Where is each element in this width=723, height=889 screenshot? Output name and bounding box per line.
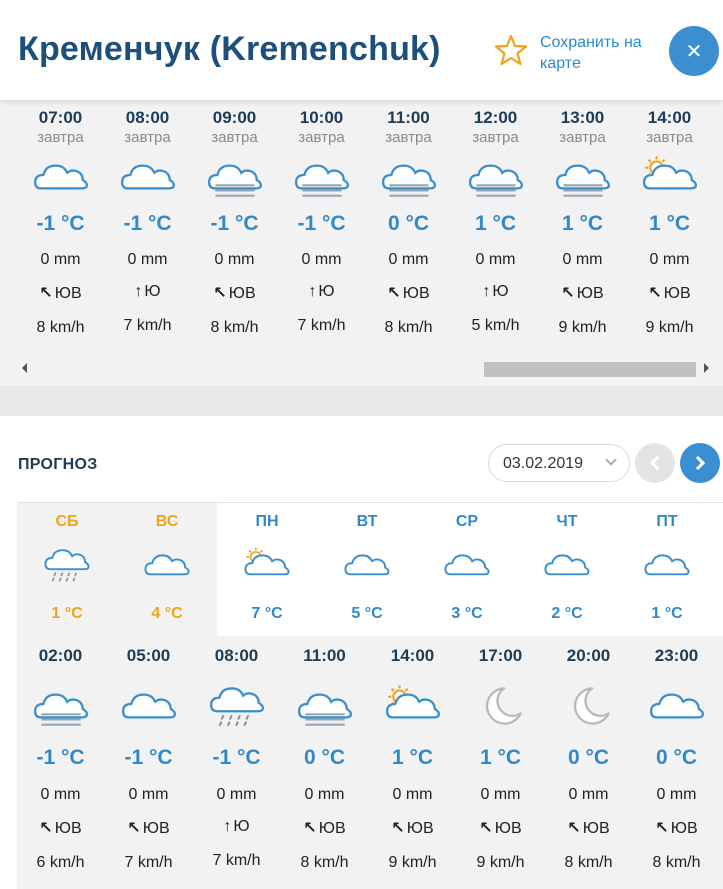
hour-icon-wrap: [539, 152, 626, 200]
hour-wind-dir: ↖ ЮВ: [567, 820, 610, 837]
rain-icon: [42, 545, 92, 583]
moon-icon: [559, 682, 619, 728]
day-name: ЧТ: [556, 513, 578, 530]
day-tabs: [17, 502, 723, 636]
hour-wind-speed: 9 km/h: [645, 319, 694, 336]
hour-precip: 0 mm: [649, 251, 690, 268]
hour-column: [365, 108, 452, 337]
forecast-hour-column: [105, 646, 192, 872]
hour-icon-wrap: [457, 680, 544, 730]
hour-wind-dir: ↖ ЮВ: [39, 285, 82, 302]
close-icon: ✕: [685, 40, 703, 63]
forecast-hour-column: [457, 646, 544, 872]
hour-time: 08:00: [125, 108, 170, 127]
hour-icon-wrap: [633, 680, 720, 730]
hour-wind-speed: 7 km/h: [212, 852, 261, 869]
hour-temp: 1 °C: [648, 212, 691, 235]
next-day-button[interactable]: [680, 443, 720, 483]
hour-time: 12:00: [473, 108, 518, 127]
hour-day: завтра: [472, 129, 519, 146]
hour-precip: 0 mm: [388, 251, 429, 268]
hour-icon-wrap: [105, 680, 192, 730]
hour-precip: 0 mm: [304, 786, 345, 803]
day-tab[interactable]: [117, 503, 217, 637]
sun-cloud-icon: [383, 682, 443, 728]
hour-wind-dir: ↖ ЮВ: [561, 285, 604, 302]
save-on-map-button[interactable]: [494, 32, 664, 76]
hour-temp: -1 °C: [36, 212, 85, 235]
hour-icon-wrap: [365, 152, 452, 200]
scroll-left-arrow[interactable]: [22, 363, 27, 373]
day-temp: 5 °C: [351, 605, 383, 622]
wind-arrow-icon: ↖: [127, 820, 141, 837]
hour-temp: -1 °C: [123, 212, 172, 235]
hour-wind-speed: 6 km/h: [36, 854, 85, 871]
cloud-icon: [119, 682, 179, 728]
day-name: ПТ: [656, 513, 678, 530]
forecast-hour-column: [281, 646, 368, 872]
wind-arrow-icon: ↖: [567, 820, 581, 837]
rain-icon: [207, 682, 267, 728]
cloud-icon: [442, 545, 492, 583]
hour-temp: 0 °C: [567, 746, 610, 769]
hour-wind-dir: ↖ ЮВ: [39, 820, 82, 837]
day-tab[interactable]: [417, 503, 517, 637]
hour-icon-wrap: [193, 680, 280, 730]
fog-icon: [31, 682, 91, 728]
day-icon-wrap: [242, 545, 292, 588]
day-tab[interactable]: [317, 503, 417, 637]
hour-column: [278, 108, 365, 335]
wind-arrow-icon: ↖: [391, 820, 405, 837]
day-tab[interactable]: [217, 503, 317, 637]
hour-wind-speed: 9 km/h: [476, 854, 525, 871]
forecast-title: ПРОГНОЗ: [18, 456, 98, 473]
fog-icon: [466, 153, 526, 199]
hour-temp: -1 °C: [297, 212, 346, 235]
hour-icon-wrap: [191, 152, 278, 200]
hour-time: 11:00: [303, 646, 346, 665]
hour-wind-dir: ↖ ЮВ: [648, 285, 691, 302]
hour-icon-wrap: [452, 152, 539, 200]
wind-arrow-icon: ↖: [213, 285, 227, 302]
hour-precip: 0 mm: [392, 786, 433, 803]
hour-icon-wrap: [369, 680, 456, 730]
hour-wind-speed: 8 km/h: [652, 854, 701, 871]
wind-arrow-icon: ↖: [303, 820, 317, 837]
hour-icon-wrap: [17, 152, 104, 200]
day-temp: 2 °C: [551, 605, 583, 622]
hour-wind-dir: ↑ Ю: [482, 283, 509, 300]
wind-arrow-icon: ↖: [387, 285, 401, 302]
cloud-icon: [142, 545, 192, 583]
date-value: 03.02.2019: [503, 455, 584, 472]
wind-arrow-icon: ↖: [648, 285, 662, 302]
sun-cloud-icon: [640, 153, 700, 199]
hour-wind-speed: 7 km/h: [297, 317, 346, 334]
hour-column: [626, 108, 713, 337]
hour-icon-wrap: [278, 152, 365, 200]
hour-wind-dir: ↖ ЮВ: [655, 820, 698, 837]
forecast-hour-column: [369, 646, 456, 872]
day-name: ВТ: [356, 513, 378, 530]
hour-wind-speed: 8 km/h: [300, 854, 349, 871]
close-button[interactable]: [669, 26, 719, 76]
day-tab[interactable]: [617, 503, 717, 637]
hour-precip: 0 mm: [656, 786, 697, 803]
horizontal-scrollbar[interactable]: [18, 358, 715, 380]
hour-column: [452, 108, 539, 335]
hour-wind-dir: ↑ Ю: [134, 283, 161, 300]
hourly-forecast-strip: [0, 100, 723, 386]
chevron-left-icon: [650, 456, 664, 470]
hour-wind-dir: ↑ Ю: [223, 818, 250, 835]
hour-precip: 0 mm: [475, 251, 516, 268]
fog-icon: [553, 153, 613, 199]
hour-column: [539, 108, 626, 337]
hour-precip: 0 mm: [127, 251, 168, 268]
hour-wind-speed: 9 km/h: [388, 854, 437, 871]
day-detail: [17, 636, 723, 889]
forecast-hour-column: [193, 646, 280, 870]
hour-icon-wrap: [626, 152, 713, 200]
hour-time: 08:00: [214, 646, 259, 665]
hour-temp: -1 °C: [36, 746, 85, 769]
day-name: ПН: [255, 513, 279, 530]
day-icon-wrap: [542, 545, 592, 588]
save-on-map-label: Сохранить на карте: [540, 34, 642, 72]
hour-temp: 0 °C: [387, 212, 430, 235]
hour-day: завтра: [385, 129, 432, 146]
day-temp: 7 °C: [251, 605, 283, 622]
hour-wind-dir: ↖ ЮВ: [391, 820, 434, 837]
day-icon-wrap: [342, 545, 392, 588]
hour-temp: 1 °C: [479, 746, 522, 769]
day-temp: 1 °C: [651, 605, 683, 622]
hour-wind-dir: ↖ ЮВ: [213, 285, 256, 302]
scroll-right-arrow[interactable]: [704, 363, 709, 373]
hour-temp: 0 °C: [303, 746, 346, 769]
day-name: СР: [455, 513, 479, 530]
day-name: СБ: [55, 513, 79, 530]
hour-time: 05:00: [126, 646, 171, 665]
hour-column: [191, 108, 278, 337]
hour-wind-speed: 8 km/h: [384, 319, 433, 336]
cloud-icon: [542, 545, 592, 583]
header: [0, 0, 723, 100]
wind-arrow-icon: ↖: [479, 820, 493, 837]
hour-time: 07:00: [38, 108, 83, 127]
hour-day: завтра: [298, 129, 345, 146]
scroll-thumb[interactable]: [484, 362, 696, 377]
hour-temp: 1 °C: [561, 212, 604, 235]
wind-arrow-icon: ↑: [223, 818, 232, 835]
hour-wind-dir: ↖ ЮВ: [127, 820, 170, 837]
hour-temp: 1 °C: [391, 746, 434, 769]
hour-day: завтра: [559, 129, 606, 146]
hour-precip: 0 mm: [301, 251, 342, 268]
hour-day: завтра: [646, 129, 693, 146]
star-icon: [494, 34, 528, 66]
day-icon-wrap: [642, 545, 692, 588]
prev-day-button[interactable]: [635, 443, 675, 483]
hour-day: завтра: [37, 129, 84, 146]
hour-wind-speed: 5 km/h: [471, 317, 520, 334]
hour-icon-wrap: [104, 152, 191, 200]
city-title: Кременчук (Kremenchuk): [18, 30, 441, 68]
hour-time: 11:00: [387, 108, 430, 127]
hour-time: 23:00: [654, 646, 699, 665]
hour-time: 20:00: [566, 646, 611, 665]
hour-time: 14:00: [647, 108, 692, 127]
hour-wind-dir: ↖ ЮВ: [303, 820, 346, 837]
hour-temp: 0 °C: [655, 746, 698, 769]
hour-wind-dir: ↖ ЮВ: [387, 285, 430, 302]
hour-precip: 0 mm: [562, 251, 603, 268]
forecast-hour-column: [17, 646, 104, 872]
wind-arrow-icon: ↖: [561, 285, 575, 302]
hour-time: 14:00: [390, 646, 435, 665]
fog-icon: [205, 153, 265, 199]
wind-arrow-icon: ↑: [482, 283, 491, 300]
hour-icon-wrap: [281, 680, 368, 730]
hour-wind-speed: 8 km/h: [564, 854, 613, 871]
hour-wind-speed: 7 km/h: [124, 854, 173, 871]
hour-precip: 0 mm: [216, 786, 257, 803]
wind-arrow-icon: ↑: [308, 283, 317, 300]
hour-time: 02:00: [38, 646, 83, 665]
hour-precip: 0 mm: [568, 786, 609, 803]
cloud-icon: [642, 545, 692, 583]
hour-temp: -1 °C: [212, 746, 261, 769]
hour-precip: 0 mm: [128, 786, 169, 803]
hour-precip: 0 mm: [214, 251, 255, 268]
day-temp: 1 °C: [51, 605, 83, 622]
fog-icon: [292, 153, 352, 199]
hour-precip: 0 mm: [40, 786, 81, 803]
hour-wind-speed: 8 km/h: [36, 319, 85, 336]
sun-cloud-icon: [242, 545, 292, 583]
wind-arrow-icon: ↖: [39, 285, 53, 302]
day-tab[interactable]: [17, 503, 117, 637]
date-select[interactable]: [488, 444, 630, 482]
hour-wind-dir: ↖ ЮВ: [479, 820, 522, 837]
hour-wind-speed: 8 km/h: [210, 319, 259, 336]
hour-wind-dir: ↑ Ю: [308, 283, 335, 300]
forecast-section: [0, 416, 723, 889]
section-divider: [0, 386, 723, 416]
chevron-down-icon: [605, 454, 616, 465]
hour-column: [17, 108, 104, 337]
hour-icon-wrap: [17, 680, 104, 730]
day-icon-wrap: [442, 545, 492, 588]
day-tab[interactable]: [517, 503, 617, 637]
hour-time: 13:00: [560, 108, 605, 127]
cloud-icon: [647, 682, 707, 728]
hour-temp: -1 °C: [210, 212, 259, 235]
chevron-right-icon: [691, 456, 705, 470]
wind-arrow-icon: ↖: [39, 820, 53, 837]
wind-arrow-icon: ↖: [655, 820, 669, 837]
hour-temp: -1 °C: [124, 746, 173, 769]
wind-arrow-icon: ↑: [134, 283, 143, 300]
day-temp: 4 °C: [151, 605, 183, 622]
hour-precip: 0 mm: [480, 786, 521, 803]
hour-wind-speed: 7 km/h: [123, 317, 172, 334]
day-icon-wrap: [142, 545, 192, 588]
hour-time: 09:00: [212, 108, 257, 127]
day-name: ВС: [155, 513, 179, 530]
fog-icon: [379, 153, 439, 199]
cloud-icon: [31, 153, 91, 199]
forecast-hour-column: [633, 646, 720, 872]
hour-temp: 1 °C: [474, 212, 517, 235]
hour-time: 17:00: [478, 646, 523, 665]
hour-icon-wrap: [545, 680, 632, 730]
cloud-icon: [342, 545, 392, 583]
day-temp: 3 °C: [451, 605, 483, 622]
moon-icon: [471, 682, 531, 728]
hour-day: завтра: [211, 129, 258, 146]
hour-precip: 0 mm: [40, 251, 81, 268]
hour-day: завтра: [124, 129, 171, 146]
cloud-icon: [118, 153, 178, 199]
day-icon-wrap: [42, 545, 92, 588]
fog-icon: [295, 682, 355, 728]
hour-wind-speed: 9 km/h: [558, 319, 607, 336]
hour-time: 10:00: [299, 108, 344, 127]
hour-column: [104, 108, 191, 335]
forecast-hour-column: [545, 646, 632, 872]
